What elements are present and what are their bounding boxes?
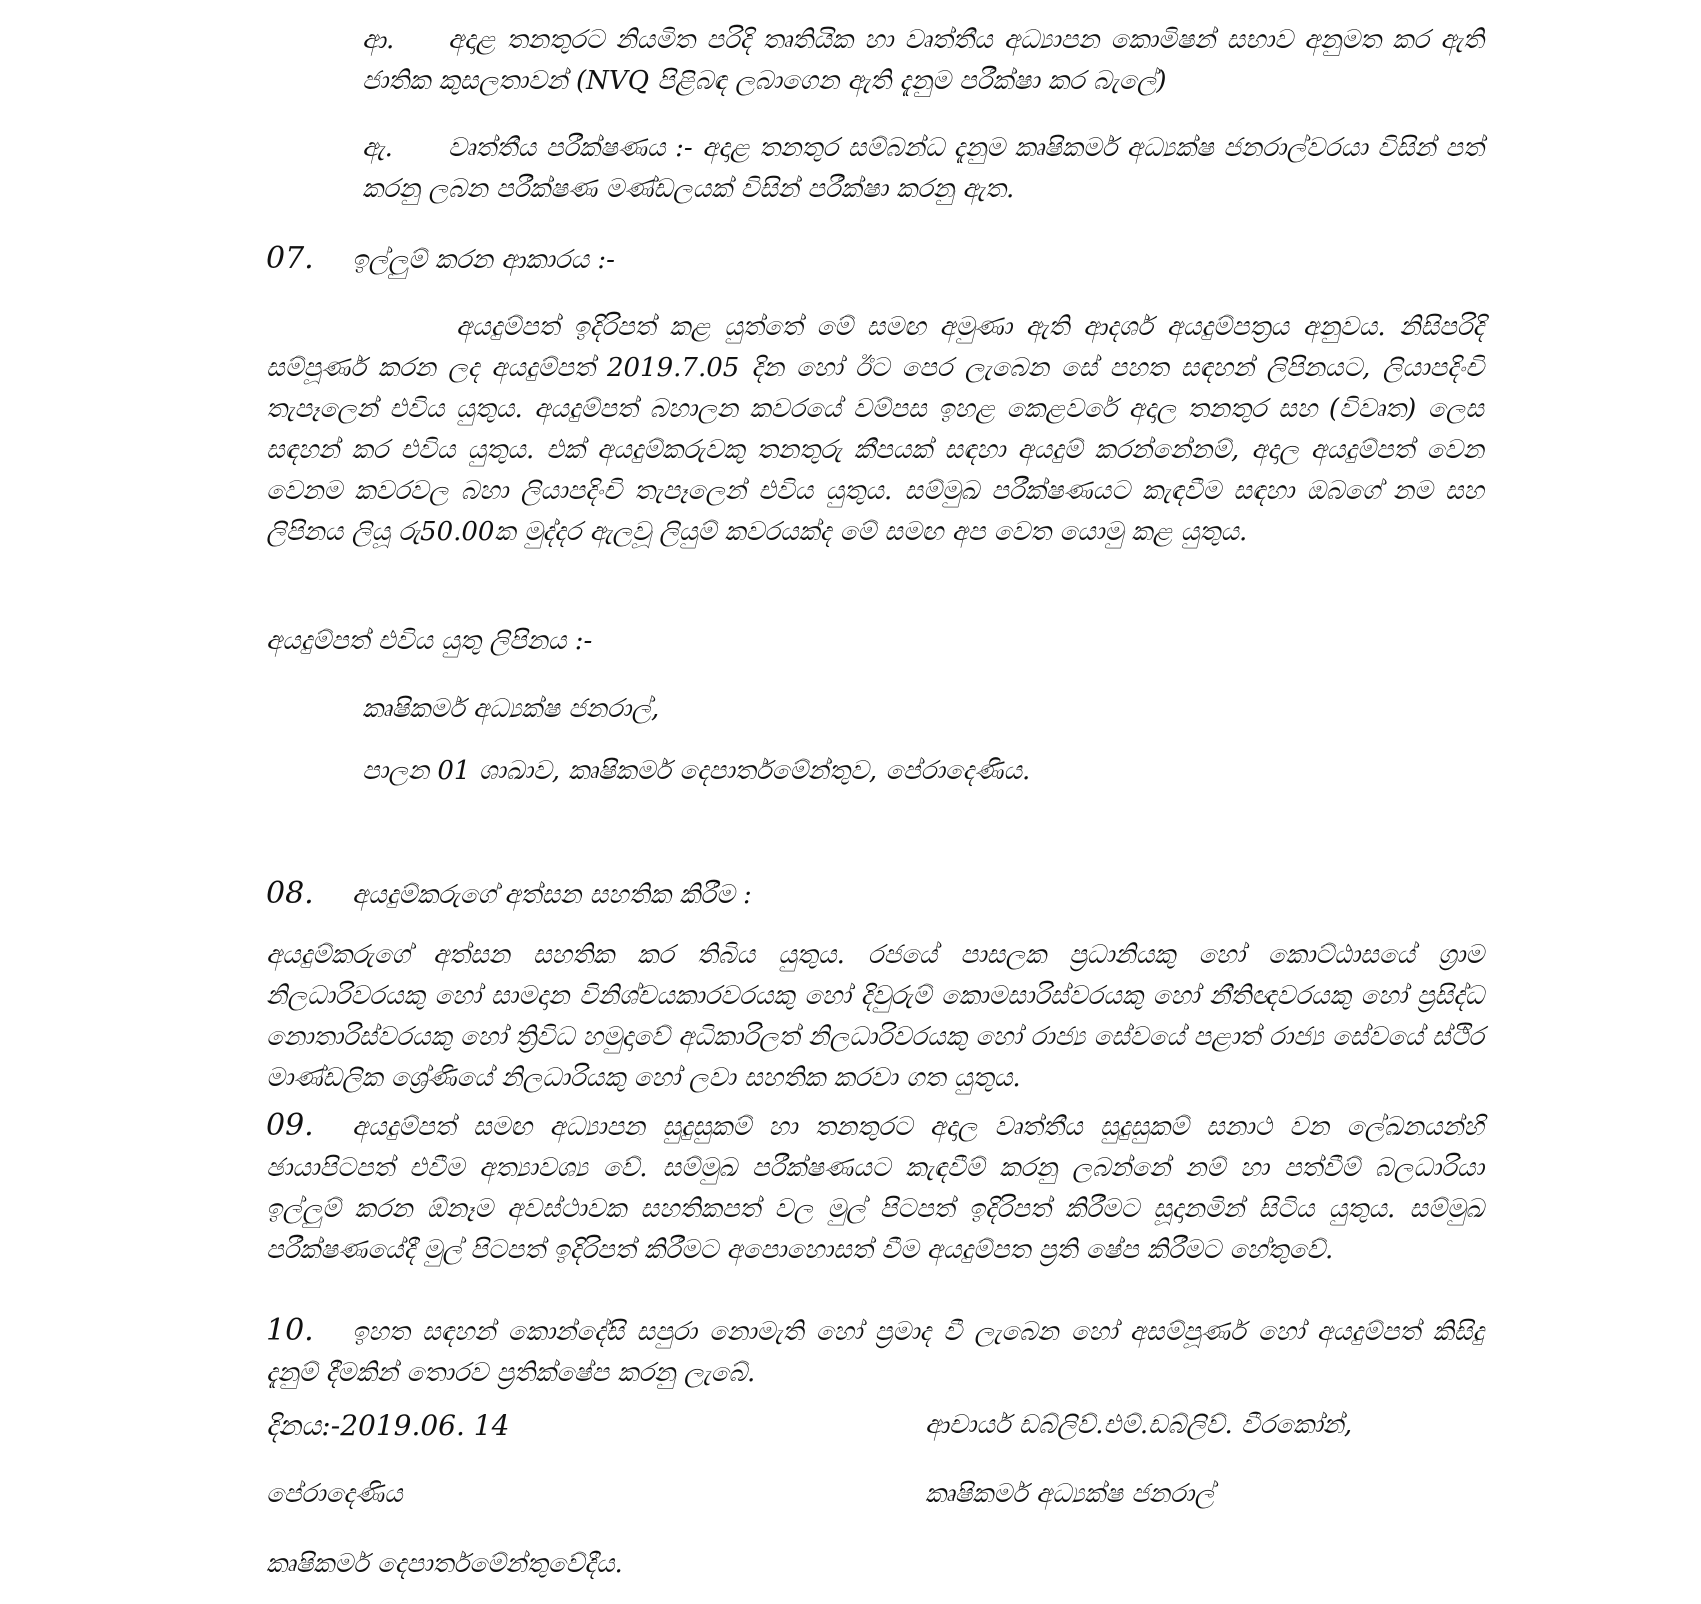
address-line-2: පාලන 01 ශාඛාව, කෘෂිකර්ම දෙපාර්තමේන්තුව, පේරාදෙණිය. xyxy=(362,756,1031,786)
signatory-name: ආචාර්ය ඩබ්ලිව්.එම්.ඩබ්ලිව්. වීරකෝන්, xyxy=(925,1410,1353,1440)
section-08-heading: අයදුම්කරුගේ අත්සන සහතික කිරීම : xyxy=(352,880,752,910)
section-09-number: 09. xyxy=(266,1108,314,1143)
section-10-body: ඉහත සඳහන් කොන්දේසි සපුරා නොමැති හෝ ප්‍රමාද වී ලැබෙන හෝ අසම්පූර්ණ හෝ අයදුම්පත් කිසිදු දැනුම් දීමකින් තොරව ප්‍රතික්ෂේප කරනු ලැබේ. xyxy=(266,1317,1484,1388)
item-b-marker: ඇ. xyxy=(362,133,393,163)
footer-date: දිනය:-2019.06. 14 xyxy=(266,1409,510,1442)
section-08-number: 08. xyxy=(266,876,314,911)
item-b-text: වෘත්තීය පරීක්ෂණය :- අදාළ තනතුර සම්බන්ධ දැනුම කෘෂිකර්ම අධ්‍යක්ෂ ජනරාල්වරයා විසින් පත් කරනු ලබන පරීක්ෂණ මණ්ඩලයක් විසින් පරීක්ෂා කරනු ඇත. xyxy=(362,133,1484,204)
address-line-1: කෘෂිකර්ම අධ්‍යක්ෂ ජනරාල්, xyxy=(362,694,660,724)
signatory-title: කෘෂිකර්ම අධ්‍යක්ෂ ජනරාල් xyxy=(925,1479,1215,1509)
section-07-header xyxy=(266,238,1484,281)
section-08-body: අයදුම්කරුගේ අත්සන සහතික කර තිබිය යුතුය. රජයේ පාසලක ප්‍රධානියකු හෝ කොට්ඨාසයේ ග්‍රාම නිලධාරිවරයකු හෝ සාමදාන විනිශ්චයකාරවරයකු හෝ දිවුරුම් කොමසාරිස්වරයකු හෝ නීතිඥවරයකු හෝ ප්‍රසිද්ධ නොතාරිස්වරයකු හෝ ත්‍රිවිධ හමුදාවේ අධිකාරිලත් නිලධාරිවරයකු හෝ රාජ්‍ය සේවයේ පළාත් රාජ්‍ය සේවයේ ස්ථිර මාණ්ඩලික ශ්‍රේණියේ නිලධාරියකු හෝ ලවා සහතික කරවා ගත යුතුය. xyxy=(266,940,1484,1093)
section-07-number: 07. xyxy=(266,241,314,276)
item-b xyxy=(362,128,1484,210)
item-a-marker: ආ. xyxy=(362,25,395,55)
section-10 xyxy=(266,1310,1484,1394)
section-10-number: 10. xyxy=(266,1313,314,1348)
footer-department: කෘෂිකර්ම දෙපාර්තමේන්තුවේදීය. xyxy=(266,1549,623,1579)
section-07-body: අයදුම්පත් ඉදිරිපත් කළ යුත්තේ මේ සමඟ අමුණා ඇති ආදර්ශ අයදුම්පත්‍රය අනුවය. නිසිපරිදි සම්පූර්ණ කරන ලද අයදුම්පත් 2019.7.05 දින හෝ ඊට පෙර ලැබෙන සේ පහත සඳහන් ලිපිනයට, ලියාපදිංචි තැපෑලෙන් එවිය යුතුය. අයදුම්පත් බහාලන කවරයේ වම්පස ඉහළ කෙළවරේ අදාල තනතුර සහ (විවෘත) ලෙස සඳහන් කර එවිය යුතුය. එක් අයදුම්කරුවකු තනතුරු කීපයක් සඳහා අයදුම් කරන්නේනම්, අදාල අයදුම්පත් වෙන වෙනම කවරවල බහා ලියාපදිංචි තැපෑලෙන් එවිය යුතුය. සම්මුඛ පරීක්ෂණයට කැඳවීම සඳහා ඔබගේ නම සහ ලිපිනය ලියූ රු50.00ක මුද්දර ඇලවූ ලියුම් කවරයක්ද මේ සමඟ අප වෙත යොමු කළ යුතුය. xyxy=(266,312,1484,547)
item-a-text: අදාළ තනතුරට නියමිත පරිදි තෘතියික හා වෘත්තීය අධ්‍යාපන කොමිෂන් සභාව අනුමත කර ඇති ජාතික කුසලතාවන් (NVQ පිළිබඳ ලබාගෙන ඇති දැනුම පරීක්ෂා කර බැලේ) xyxy=(362,25,1484,96)
section-09-body: අයදුම්පත් සමඟ අධ්‍යාපන සුදුසුකම් හා තනතුරට අදාල වෘත්තීය සුදුසුකම් සනාථ වන ලේඛනයන්හි ඡායාපිටපත් එවීම අත්‍යාවශ්‍ය වේ. සම්මුඛ පරීක්ෂණයට කැඳවීම් කරනු ලබන්නේ නම් හා පත්වීම් බලධාරියා ඉල්ලුම් කරන ඕනෑම අවස්ථාවක සහතිකපත් වල මුල් පිටපත් ඉදිරිපත් කිරීමට සූදානමින් සිටිය යුතුය. සම්මුඛ පරීක්ෂණයේදී මුල් පිටපත් ඉදිරිපත් කිරීමට අපොහොසත් වීම අයදුම්පත ප්‍රති ෂේප කිරීමට හේතුවේ. xyxy=(266,1112,1484,1265)
section-09 xyxy=(266,1105,1484,1271)
footer-place: පේරාදෙණිය xyxy=(266,1479,403,1509)
section-07-heading: ඉල්ලුම් කරන ආකාරය :- xyxy=(352,245,615,275)
item-a xyxy=(362,20,1484,102)
address-label: අයදුම්පත් එවිය යුතු ලිපිනය :- xyxy=(266,626,593,656)
section-08-header xyxy=(266,873,1484,916)
